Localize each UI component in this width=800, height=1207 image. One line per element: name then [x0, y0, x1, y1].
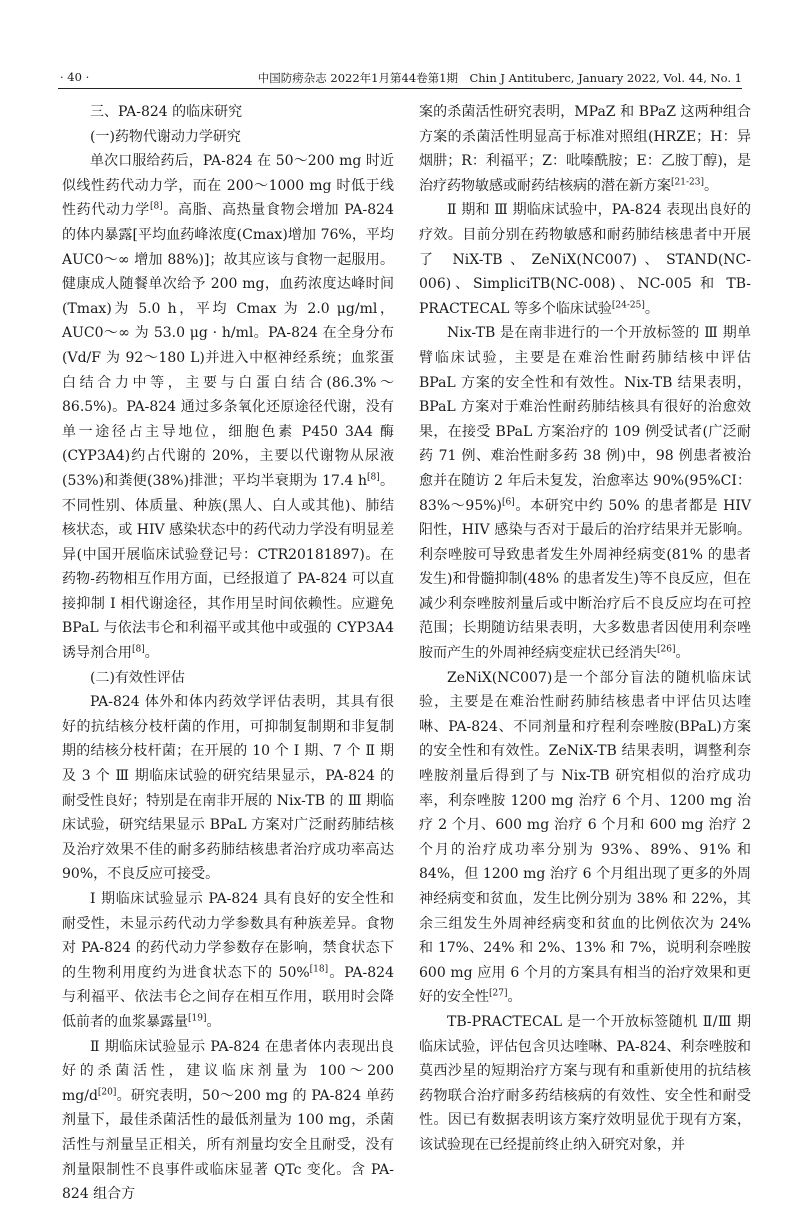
text-run: 。研究表明，50～200 mg 的 PA-824 单药剂量下，最佳杀菌活性的最低剂量为 100 mg，杀菌活性与剂量呈正相关，所有剂量均安全且耐受，没有剂量限制性不良事件或临床显著 QTc 变化。含 PA-824 组合方	[62, 1087, 394, 1203]
subsection-heading-efficacy: (二)有效性评估	[90, 669, 185, 686]
text-run: Ⅱ 期和 Ⅲ 期临床试验中，PA-824 表现出良好的疗效。目前分别在药物敏感和耐药肺结核患者中开展了 NiX-TB、ZeNiX(NC007)、STAND(NC-006)、SimpliciTB(NC-008)、NC-005 和 TB-PRACTECAL 等多个临床试验	[419, 202, 751, 317]
paragraph-continued	[419, 100, 751, 198]
text-run: 。不同性别、体质量、种族(黑人、白人或其他)、肺结核状态，或 HIV 感染状态中的药代动力学没有明显差异(中国开展临床试验登记号：CTR20181897)。在药物-药物相互作用方面，已经报道了 PA-824 可以直接抑制 I 相代谢途径，其作用呈时间依赖性。应避免 BPaL 与依法韦仑和利福平或其他中或强的 CYP3A4 诱导剂合用	[62, 472, 395, 662]
paragraph-nix-tb	[419, 321, 751, 665]
left-column	[62, 100, 394, 1207]
text-run: Nix-TB 是在南非进行的一个开放标签的 Ⅲ 期单臂临床试验，主要是在难治性耐药肺结核中评估 BPaL 方案的安全性和有效性。Nix-TB 结果表明，BPaL 方案对于难治性耐药肺结核具有很好的治愈效果，在接受 BPaL 方案治疗的 109 例受试者(广泛耐药 71 例、难治性耐多药 38 例)中，98 例患者被治愈并在随访 2 年后未复发，治愈率达 90%(95%CI：83%～95%)	[419, 325, 751, 514]
citation: [8]	[149, 201, 163, 212]
citation: [19]	[188, 1013, 207, 1024]
section-heading: 三、PA-824 的临床研究	[90, 104, 243, 120]
paragraph-phase2	[62, 1035, 394, 1207]
text-run: 。	[644, 300, 659, 317]
text-run: 。本研究中约 50% 的患者都是 HIV 阳性，HIV 感染与否对于最后的治疗结果并无影响。利奈唑胺可导致患者发生外周神经病变(81% 的患者发生)和骨髓抑制(48% 的患者发生)等不良反应，但在减少利奈唑胺剂量后或中断治疗后不良反应均在可控范围；长期随访结果表明，大多数患者因使用利奈唑胺而产生的外周神经病变症状已经消失	[419, 497, 751, 662]
citation: [18]	[309, 964, 329, 975]
subsection-heading-pk: (一)药物代谢动力学研究	[90, 128, 241, 145]
paragraph-efficacy: PA-824 体外和体内药效学评估表明，其具有很好的抗结核分枝杆菌的作用，可抑制复制期和非复制期的结核分枝杆菌；在开展的 10 个 Ⅰ 期、7 个 Ⅱ 期及 3 个 Ⅲ 期临床试验的研究结果显示，PA-824 的耐受性良好；特别是在南非开展的 Nix-TB 的 Ⅲ 期临床试验，研究结果显示 BPaL 方案对广泛耐药肺结核及治疗效果不佳的耐多药肺结核患者治疗成功率高达 90%，不良反应可接受。	[62, 694, 394, 883]
text-run: 。	[144, 645, 159, 662]
paragraph-tb-practecal: TB-PRACTECAL 是一个开放标签随机 Ⅱ/Ⅲ 期临床试验，评估包含贝达喹啉、PA-824、利奈唑胺和莫西沙星的短期治疗方案与现有和重新使用的抗结核药物联合治疗耐多药结核病的有效性、安全性和耐受性。因已有数据表明该方案疗效明显优于现有方案，该试验现在已经提前终止纳入研究对象，并	[419, 1013, 751, 1153]
citation: [20]	[97, 1087, 117, 1098]
text-run: 。	[507, 989, 522, 1006]
citation: [27]	[489, 988, 508, 999]
paragraph-phase1	[62, 887, 394, 1035]
running-header	[58, 66, 742, 89]
paragraph-zenix	[419, 666, 751, 1010]
text-run: 。	[675, 645, 690, 662]
text-run: 单次口服给药后，PA-824 在 50～200 mg 时近似线性药代动力学，而在 200～1000 mg 时低于线性药代动力学	[62, 153, 394, 219]
text-run: Ⅱ 期临床试验显示 PA-824 在患者体内表现出良好的杀菌活性，建议临床剂量为 100～200 mg/d	[62, 1038, 394, 1104]
citation: [8]	[132, 644, 145, 655]
citation: [21-23]	[671, 177, 704, 188]
citation: [8]	[367, 472, 380, 483]
journal-citation: 中国防痨杂志 2022年1月第44卷第1期 Chin J Antituberc, January 2022, Vol. 44, No. 1	[257, 71, 742, 85]
text-run: 。	[703, 177, 718, 194]
text-run: Ⅰ 期临床试验显示 PA-824 具有良好的安全性和耐受性，未显示药代动力学参数具有种族差异。食物对 PA-824 的药代动力学参数存在影响，禁食状态下的生物利用度约为进食状态下的 50%	[62, 891, 394, 981]
citation: [26]	[657, 644, 676, 655]
paragraph-phase23	[419, 198, 751, 321]
right-column	[419, 100, 751, 1158]
page-number: · 40 ·	[60, 70, 90, 84]
text-run: 。PA-824 与利福平、依法韦仑之间存在相互作用，联用时会降低前者的血浆暴露量	[62, 964, 394, 1030]
paragraph-pk	[62, 149, 394, 665]
text-run: 案的杀菌活性研究表明，MPaZ 和 BPaZ 这两种组合方案的杀菌活性明显高于标准对照组(HRZE；H：异烟肼；R：利福平；Z：吡嗪酰胺；E：乙胺丁醇)，是治疗药物敏感或耐药结核病的潜在新方案	[419, 104, 751, 194]
citation: [6]	[502, 496, 515, 507]
citation: [24-25]	[611, 300, 645, 311]
text-run: 。高脂、高热量食物会增加 PA-824 的体内暴露[平均血药峰浓度(Cmax)增加 76%，平均 AUC0～∞ 增加 88%)]；故其应该与食物一起服用。健康成人随餐单次给予 200 mg，血药浓度达峰时间(Tmax)为 5.0 h，平均 Cmax 为 2.0 μg/ml，AUC0～∞ 为 53.0 μg · h/ml。PA-824 在全身分布(Vd/F 为 92～180 L)并进入中枢神经系统；血浆蛋白结合力中等，主要与白蛋白结合(86.3%～86.5%)。PA-824 通过多条氧化还原途径代谢，没有单一途径占主导地位，细胞色素 P450 3A4 酶(CYP3A4)约占代谢的 20%，主要以代谢物从尿液(53%)和粪便(38%)排泄；平均半衰期为 17.4 h	[62, 202, 394, 489]
text-run: ZeNiX(NC007)是一个部分盲法的随机临床试验，主要是在难治性耐药肺结核患者中评估贝达喹啉、PA-824、不同剂量和疗程利奈唑胺(BPaL)方案的安全性和有效性。ZeNiX-TB 结果表明，调整利奈唑胺剂量后得到了与 Nix-TB 研究相似的治疗成功率，利奈唑胺 1200 mg 治疗 6 个月、1200 mg 治疗 2 个月、600 mg 治疗 6 个月和 600 mg 治疗 2 个月的治疗成功率分别为 93%、89%、91% 和 84%，但 1200 mg 治疗 6 个月组出现了更多的外周神经病变和贫血，发生比例分别为 38% 和 22%，其余三组发生外周神经病变和贫血的比例依次为 24% 和 17%、24% 和 2%、13% 和 7%，说明利奈唑胺 600 mg 应用 6 个月的方案具有相当的治疗效果和更好的安全性	[419, 669, 751, 1006]
text-run: 。	[206, 1013, 221, 1030]
